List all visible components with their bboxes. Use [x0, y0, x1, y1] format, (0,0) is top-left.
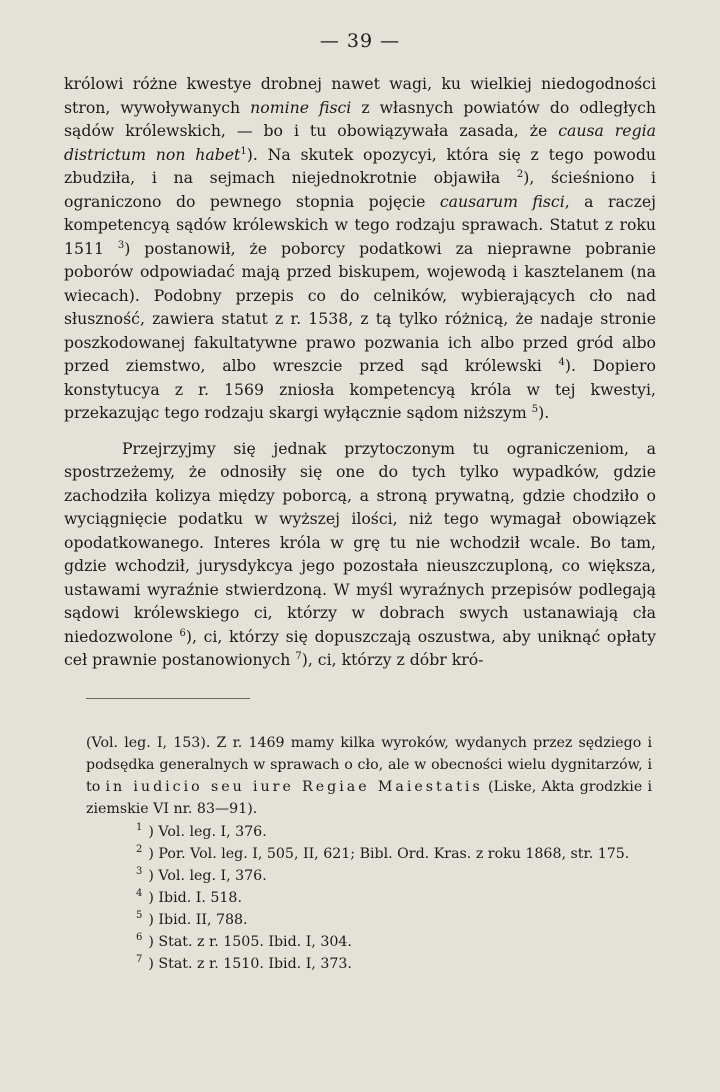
footnote-number: 7	[136, 954, 143, 966]
footnote-item	[86, 821, 652, 843]
footnote-marker: 2	[516, 168, 524, 180]
footnote-number: 1	[136, 822, 143, 834]
paragraph-2	[64, 437, 656, 672]
text-run: ), ci, którzy z dóbr kró-	[301, 650, 484, 669]
footnote-text: ) Vol. leg. I, 376.	[148, 868, 267, 884]
text-run: ). Na skutek opozycyi, która się z tego powodu zbudziła, i na sejmach niejednokrotnie objawiła	[64, 144, 656, 187]
footnote-marker: 6	[179, 627, 186, 639]
footnote-item	[86, 865, 652, 887]
footnote-number: 2	[136, 844, 143, 856]
footnote-text: ) Ibid. I. 518.	[148, 890, 242, 906]
footnote-marker: 4	[558, 356, 565, 368]
footnote-number: 5	[136, 910, 143, 922]
footnote-text: ) Ibid. II, 788.	[148, 912, 248, 928]
text-run: z własnych powiatów do odległych sądów królewskich, — bo i tu obowiązywała zasada, że	[64, 97, 656, 140]
text-run: (Vol. leg. I, 153). Z r. 1469 mamy kilka wyroków, wydanych przez sędziego i podsędka generalnych w sprawach o cło, ale w obecności wielu dygnitarzów, i to	[86, 735, 652, 795]
text-run: ), ścieśniono i ograniczono do pewnego stopnia pojęcie	[64, 168, 656, 211]
text-run: królowi różne kwestye drobnej nawet wagi, ku wielkiej niedogodności stron, wywoływanych	[64, 74, 656, 117]
footnote-text: ) Por. Vol. leg. I, 505, II, 621; Bibl. Ord. Kras. z roku 1868, str. 175.	[148, 846, 630, 862]
text-run: (Liske, Akta grodzkie i ziemskie VI nr. 83—91).	[86, 779, 652, 817]
footnote-text: ) Stat. z r. 1510. Ibid. I, 373.	[148, 956, 352, 972]
text-run: , a raczej kompetencyą sądów królewskich w tego rodzaju sprawach. Statut z roku 1511	[64, 191, 656, 258]
footnote-item	[86, 953, 652, 975]
latin-term: nomine fisci	[250, 97, 352, 117]
footnote-marker: 3	[117, 239, 125, 251]
latin-term: causa regia districtum non habet	[64, 121, 657, 164]
footnote-divider	[86, 698, 250, 699]
footnote-text: ) Stat. z r. 1505. Ibid. I, 304.	[148, 934, 352, 950]
text-run: ) postanowił, że poborcy podatkowi za nieprawne pobranie poborów odpowiadać mają przed biskupem, wojewodą i kasztelanem (na wiecach). Podobny przepis co do celników, wybierających cło nad słuszność, zawiera statut z r. 1538, z tą tylko różnicą, że nadaje stronie poszkodowanej fakultatywne prawo pozwania ich albo przed gród albo przed ziemstwo, albo wreszcie przed sąd królewski	[64, 238, 656, 375]
footnote-number: 4	[136, 888, 143, 900]
main-text	[64, 72, 656, 672]
footnote-marker: 7	[295, 650, 302, 662]
footnote-marker: 1	[240, 145, 247, 157]
footnote-number: 3	[136, 866, 143, 878]
footnote-number: 6	[136, 932, 143, 944]
latin-term: causarum fisci	[439, 191, 565, 211]
spaced-latin-phrase: in iudicio seu iure Regiae Maiestatis	[105, 779, 483, 795]
paragraph-1	[64, 72, 656, 425]
text-run: ).	[538, 403, 550, 422]
footnote-marker: 5	[531, 403, 539, 415]
footnote-item	[86, 931, 652, 953]
text-run: Przejrzyjmy się jednak przytoczonym tu ograniczeniom, a spostrzeżemy, że odnosiły się one do tych tylko wypadków, gdzie zachodziła kolizya między poborcą, a stroną prywatną, gdzie chodziło o wyciągnięcie podatku w wyższej ilości, niż tego wymagał obowiązek opodatkowanego. Interes króla w grę tu nie wchodził wcale. Bo tam, gdzie wchodził, jurysdykcya jego pozostała nieuszczuploną, co większa, ustawami wyraźnie stwierdzoną. W myśl wyraźnych przepisów podlegają sądowi królewskiego ci, którzy w dobrach swych ustanawiają cła niedozwolone	[64, 438, 656, 646]
footnote-item	[86, 909, 652, 931]
footnote-item	[86, 843, 652, 865]
footnote-text: ) Vol. leg. I, 376.	[148, 824, 267, 840]
text-run: ), ci, którzy się dopuszczają oszustwa, aby uniknąć opłaty ceł prawnie postanowionych	[64, 626, 656, 669]
footnotes	[86, 732, 652, 975]
page-number: — 39 —	[319, 30, 401, 52]
footnote-list	[86, 821, 652, 975]
text-run: ). Dopiero konstytucya z r. 1569 zniosła kompetencyą króla w tej kwestyi, przekazując tego rodzaju skargi wyłącznie sądom niższym	[64, 356, 656, 422]
footnote-item	[86, 887, 652, 909]
footnote-continuation	[86, 732, 652, 820]
